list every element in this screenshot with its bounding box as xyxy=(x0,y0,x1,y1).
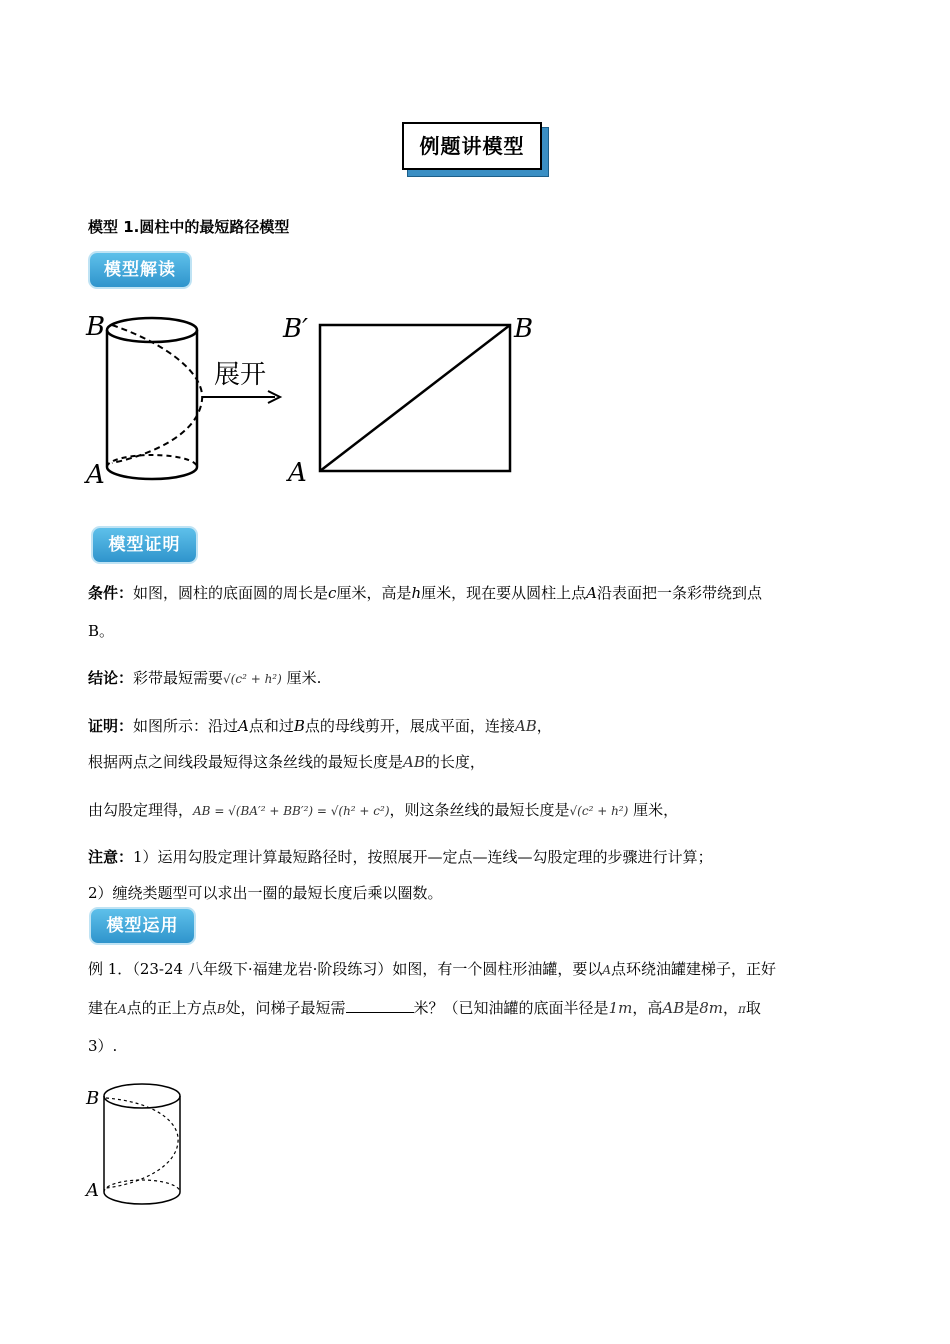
cylinder2-bottom-front xyxy=(104,1192,180,1204)
label2-A: A xyxy=(86,1180,99,1201)
var-h: h xyxy=(411,584,422,602)
cylinder-top-ellipse xyxy=(107,318,197,342)
helix-path xyxy=(112,325,202,463)
example-pi: π xyxy=(738,1002,746,1016)
model-heading: 模型 1.圆柱中的最短路径模型 xyxy=(88,218,290,236)
page-title: 例题讲模型 xyxy=(419,134,525,158)
note-1: 1）运用勾股定理计算最短路径时，按照展开—定点—连线—勾股定理的步骤进行计算； xyxy=(133,848,713,866)
conclusion-text-2: 厘米. xyxy=(286,669,322,687)
proof-label: 证明： xyxy=(88,717,134,735)
note-line-1 xyxy=(88,847,713,867)
proof-line2-seg: AB xyxy=(403,753,425,771)
proof-line-1 xyxy=(88,716,552,736)
condition-text-4: 沿表面把一条彩带绕到点 xyxy=(596,584,762,602)
cylinder-bottom-front xyxy=(107,467,197,479)
conclusion-text-1: 彩带最短需要 xyxy=(133,669,224,687)
proof-line3-c: 厘米， xyxy=(633,801,679,819)
proof-line3-a: 由勾股定理得， xyxy=(88,801,194,819)
example-height: 8m xyxy=(699,999,724,1017)
page-title-box xyxy=(402,122,542,170)
example-line1-b: 点环绕油罐建梯子，正好 xyxy=(611,960,777,978)
proof-var-A: A xyxy=(238,717,249,735)
proof-result-formula: √(c² + h²) xyxy=(569,804,629,818)
example-line1-text: （23-24 八年级下·福建龙岩·阶段练习）如图，有一个圆柱形油罐，要以 xyxy=(132,960,603,978)
tag-model-apply: 模型运用 xyxy=(91,909,194,943)
example-line-2 xyxy=(88,998,761,1019)
condition-text-1: 如图，圆柱的底面圆的周长是 xyxy=(133,584,329,602)
proof-line2-a: 根据两点之间线段最短得这条丝线的最短长度是 xyxy=(88,753,404,771)
note-label: 注意： xyxy=(88,848,134,866)
example-line2-h: 取 xyxy=(745,999,761,1017)
label-B-right: B xyxy=(514,314,534,344)
proof-line-2 xyxy=(88,752,485,772)
proof-line-3 xyxy=(88,800,678,821)
proof-text-3: 点的母线剪开，展成平面，连接 xyxy=(304,717,515,735)
example-line2-d: 米？（已知油罐的底面半径是 xyxy=(413,999,609,1017)
proof-line2-b: 的长度， xyxy=(424,753,485,771)
unfold-label: 展开 xyxy=(214,360,267,390)
figure-cylinder-unfold xyxy=(80,305,560,495)
example-seg-AB: AB xyxy=(662,999,685,1017)
label-B: B xyxy=(86,312,106,342)
label-B-prime: B′ xyxy=(283,314,309,344)
proof-pythagoras-formula: AB = √(BA′² + BB′²) = √(h² + c²) xyxy=(193,804,390,818)
proof-line3-b: ，则这条丝线的最短长度是 xyxy=(389,801,570,819)
proof-text-2: 点和过 xyxy=(248,717,294,735)
example-line2-f: 是 xyxy=(684,999,700,1017)
proof-var-B: B xyxy=(293,717,305,735)
label2-B: B xyxy=(86,1088,100,1109)
proof-text-4: ， xyxy=(536,717,552,735)
condition-label: 条件： xyxy=(88,584,134,602)
example-line-1 xyxy=(88,959,776,980)
diagonal-AB xyxy=(320,325,510,471)
example-var-A1: A xyxy=(602,963,612,977)
example-radius: 1m xyxy=(608,999,633,1017)
tag-model-proof: 模型证明 xyxy=(93,528,196,562)
example-line-3: 3）. xyxy=(88,1037,118,1055)
conclusion-line xyxy=(88,668,321,689)
condition-text-2: 厘米，高是 xyxy=(336,584,412,602)
conclusion-label: 结论： xyxy=(88,669,134,687)
answer-blank[interactable] xyxy=(346,998,414,1013)
example-line2-e: ，高 xyxy=(632,999,663,1017)
condition-text-3: 厘米，现在要从圆柱上点 xyxy=(421,584,587,602)
label-A-rect: A xyxy=(288,458,307,488)
conclusion-formula: √(c² + h²) xyxy=(223,672,282,686)
example-label: 例 1． xyxy=(88,960,133,978)
example-line2-a: 建在 xyxy=(88,999,119,1017)
example-line2-g: ， xyxy=(723,999,739,1017)
var-c: c xyxy=(328,584,337,602)
example-var-A2: A xyxy=(118,1002,127,1016)
example-line2-c: 处，问梯子最短需 xyxy=(225,999,346,1017)
var-A: A xyxy=(586,584,597,602)
example-line2-b: 点的正上方点 xyxy=(126,999,217,1017)
proof-text-1: 如图所示：沿过 xyxy=(133,717,239,735)
cylinder2-helix-path xyxy=(106,1098,178,1188)
proof-seg-AB: AB xyxy=(514,717,537,735)
label-A: A xyxy=(86,460,105,490)
condition-line-2: B。 xyxy=(88,622,115,640)
condition-line xyxy=(88,583,762,603)
tag-model-interpret: 模型解读 xyxy=(90,253,190,287)
example-var-B: B xyxy=(216,1002,226,1016)
figure-cylinder-example xyxy=(80,1072,190,1212)
cylinder2-bottom-back xyxy=(104,1180,180,1192)
note-line-2: 2）缠绕类题型可以求出一圈的最短长度后乘以圈数。 xyxy=(88,884,443,902)
